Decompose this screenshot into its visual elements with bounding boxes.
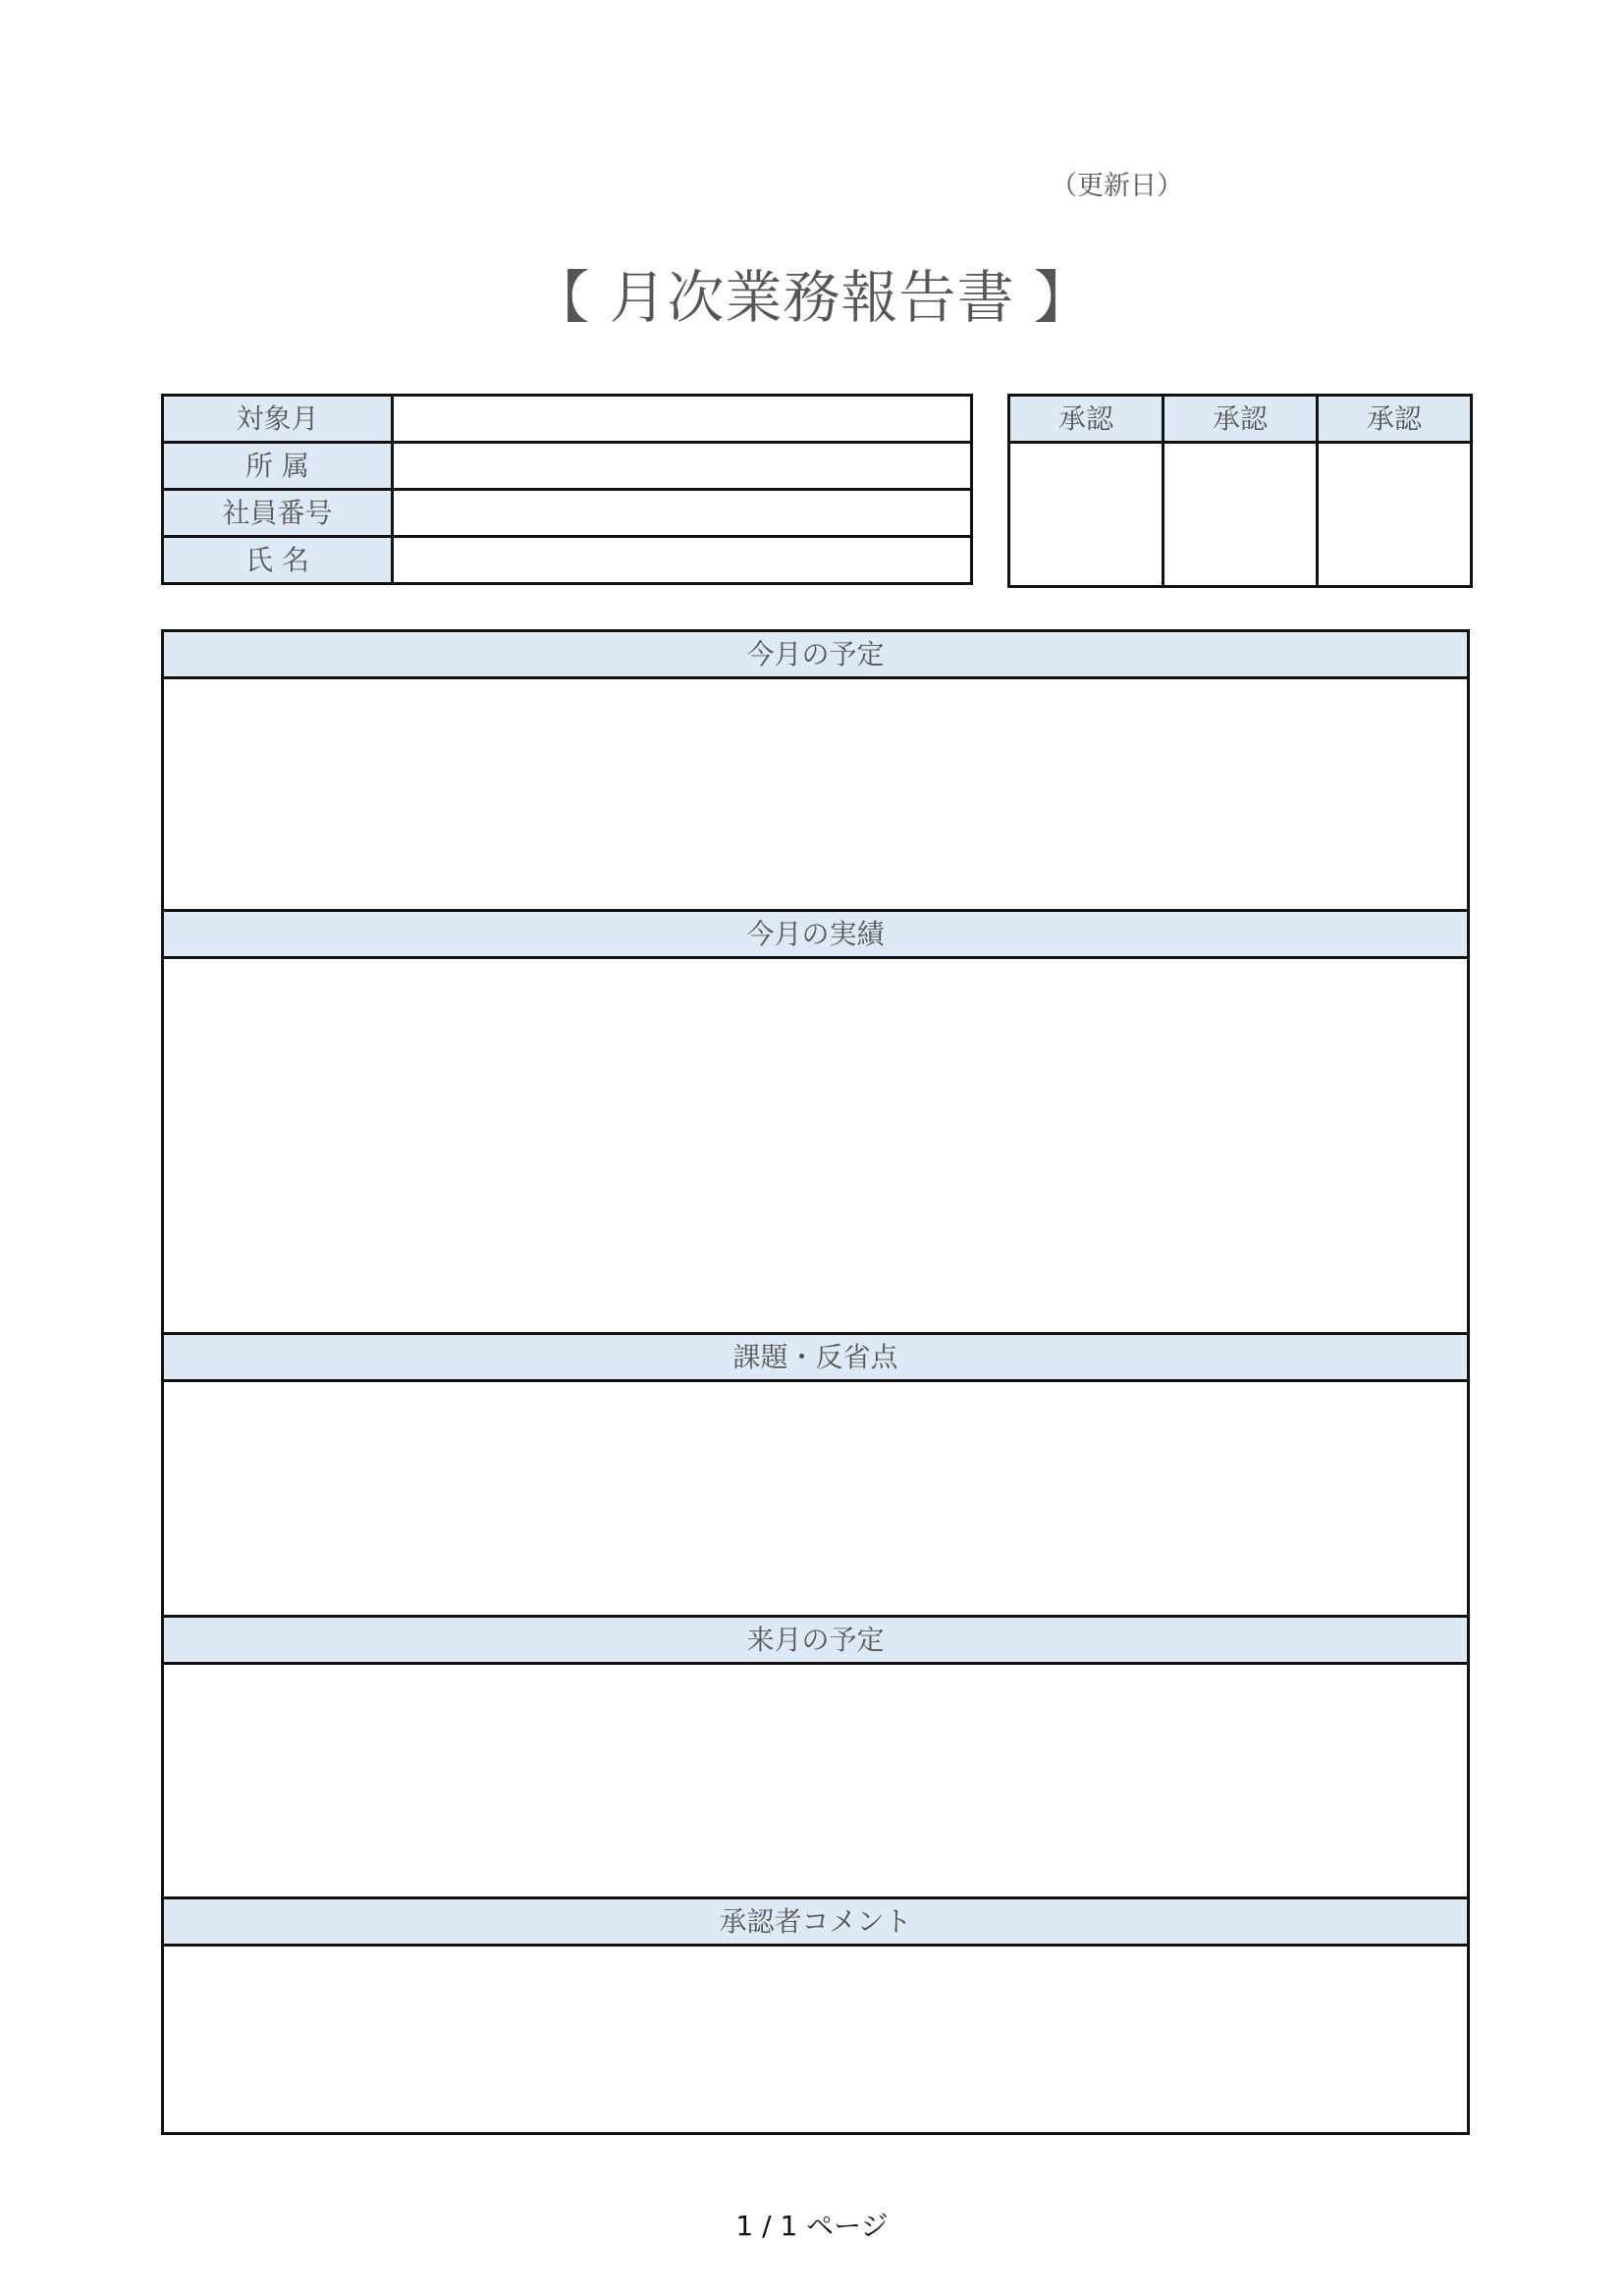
info-row-name bbox=[163, 537, 972, 584]
department-field[interactable] bbox=[393, 443, 972, 490]
info-row-department bbox=[163, 443, 972, 490]
target-month-field[interactable] bbox=[393, 396, 972, 443]
section-title-issues-reflections: 課題・反省点 bbox=[163, 1334, 1469, 1381]
page-indicator: 1 / 1 ページ bbox=[735, 2210, 889, 2242]
info-label-department: 所 属 bbox=[163, 443, 393, 490]
info-label-employee-id: 社員番号 bbox=[163, 490, 393, 537]
section-title-next-month-plan: 来月の予定 bbox=[163, 1617, 1469, 1664]
approval-label-3: 承認 bbox=[1318, 396, 1472, 443]
approval-stamp-row bbox=[1009, 443, 1472, 587]
section-title-this-month-results: 今月の実績 bbox=[163, 911, 1469, 958]
approval-stamp-box-1[interactable] bbox=[1009, 443, 1164, 587]
section-body-issues-reflections bbox=[163, 1381, 1469, 1617]
employee-info-table bbox=[161, 394, 973, 585]
section-body-next-month-plan bbox=[163, 1664, 1469, 1898]
section-body-this-month-plan bbox=[163, 678, 1469, 911]
approval-table bbox=[1007, 394, 1473, 588]
document-title: 【 月次業務報告書 】 bbox=[532, 264, 1092, 331]
section-header-approver-comment bbox=[163, 1898, 1469, 1946]
employee-id-field[interactable] bbox=[393, 490, 972, 537]
section-header-this-month-plan bbox=[163, 631, 1469, 678]
name-field[interactable] bbox=[393, 537, 972, 584]
section-title-approver-comment: 承認者コメント bbox=[163, 1898, 1469, 1946]
section-title-this-month-plan: 今月の予定 bbox=[163, 631, 1469, 678]
section-body-approver-comment bbox=[163, 1946, 1469, 2134]
this-month-plan-field[interactable] bbox=[163, 678, 1469, 911]
info-row-employee-id bbox=[163, 490, 972, 537]
update-date-label: （更新日） bbox=[1051, 171, 1183, 201]
this-month-results-field[interactable] bbox=[163, 958, 1469, 1334]
section-body-this-month-results bbox=[163, 958, 1469, 1334]
approval-label-1: 承認 bbox=[1009, 396, 1164, 443]
approver-comment-field[interactable] bbox=[163, 1946, 1469, 2134]
approval-stamp-box-3[interactable] bbox=[1318, 443, 1472, 587]
section-header-next-month-plan bbox=[163, 1617, 1469, 1664]
info-row-target-month bbox=[163, 396, 972, 443]
approval-header-row bbox=[1009, 396, 1472, 443]
approval-stamp-box-2[interactable] bbox=[1164, 443, 1318, 587]
report-sections-table bbox=[161, 629, 1470, 2135]
approval-label-2: 承認 bbox=[1164, 396, 1318, 443]
next-month-plan-field[interactable] bbox=[163, 1664, 1469, 1898]
info-label-name: 氏 名 bbox=[163, 537, 393, 584]
section-header-this-month-results bbox=[163, 911, 1469, 958]
issues-reflections-field[interactable] bbox=[163, 1381, 1469, 1617]
section-header-issues-reflections bbox=[163, 1334, 1469, 1381]
info-label-target-month: 対象月 bbox=[163, 396, 393, 443]
